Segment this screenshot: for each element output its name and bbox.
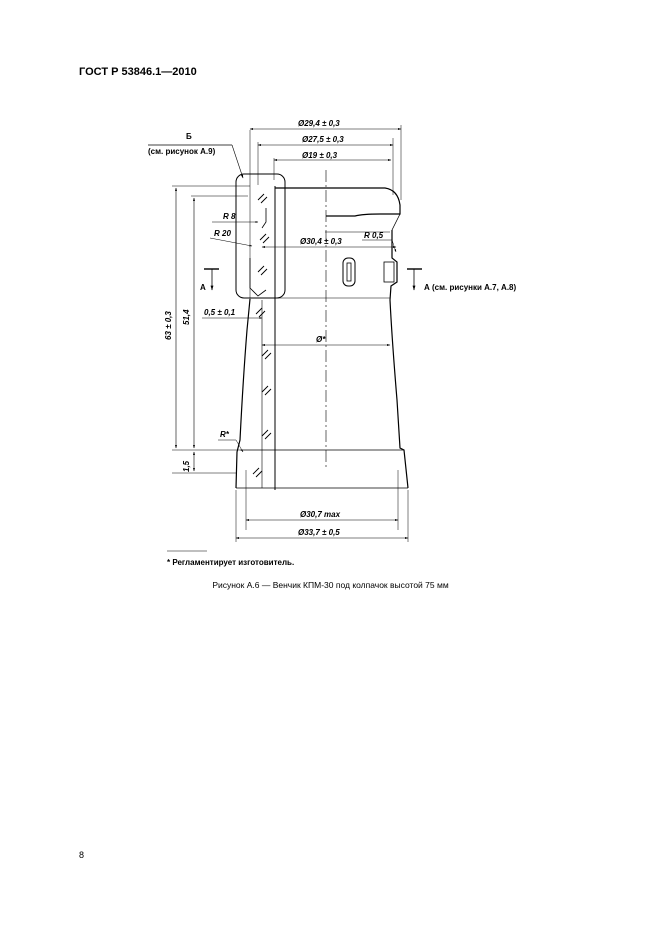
dim-d-top2: Ø27,5 ± 0,3 bbox=[302, 135, 344, 144]
dim-wall: 0,5 ± 0,1 bbox=[204, 308, 236, 317]
view-b-ref: (см. рисунок А.9) bbox=[148, 147, 216, 156]
dim-h-inner: 51,4 bbox=[182, 309, 191, 325]
dim-d-mid: Ø30,4 ± 0,3 bbox=[300, 237, 342, 246]
dim-h-total: 63 ± 0,3 bbox=[164, 311, 173, 340]
dim-d-top1: Ø29,4 ± 0,3 bbox=[298, 119, 340, 128]
dim-d-star: Ø* bbox=[316, 335, 326, 344]
dim-r8: R 8 bbox=[223, 212, 236, 221]
figure-caption: Рисунок А.6 — Венчик КПМ-30 под колпачок высотой 75 мм bbox=[212, 580, 449, 590]
dim-d-max: Ø30,7 max bbox=[300, 510, 341, 519]
dim-h-base: 1,5 bbox=[182, 460, 191, 472]
dim-r-right: R 0,5 bbox=[364, 231, 384, 240]
section-a-right: А (см. рисунки А.7, А.8) bbox=[424, 283, 517, 292]
view-b-letter: Б bbox=[186, 132, 192, 141]
dim-d-bottom: Ø33,7 ± 0,5 bbox=[298, 528, 340, 537]
page-number: 8 bbox=[79, 850, 85, 860]
dim-d-top3: Ø19 ± 0,3 bbox=[302, 151, 338, 160]
standard-header: ГОСТ Р 53846.1—2010 bbox=[79, 66, 197, 78]
dim-r-star: R* bbox=[220, 430, 229, 439]
dim-r20: R 20 bbox=[214, 229, 231, 238]
section-a-left: А bbox=[200, 283, 206, 292]
footnote: * Регламентирует изготовитель. bbox=[167, 558, 295, 567]
